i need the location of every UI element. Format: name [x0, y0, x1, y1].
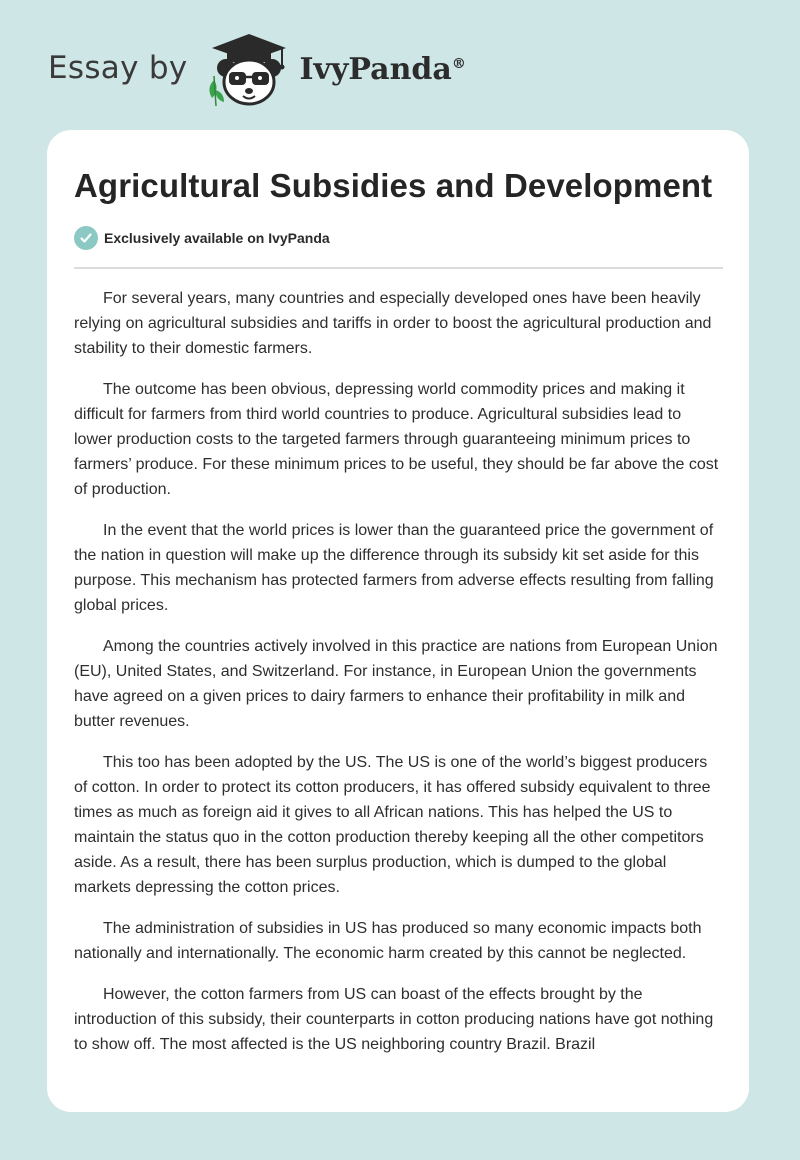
- essay-by-label: Essay by: [48, 50, 188, 86]
- title-divider: [74, 267, 723, 269]
- site-header: [48, 30, 466, 110]
- essay-paragraph: Among the countries actively involved in this practice are nations from European Union (EU), United States, and Switzerland. For instance, in European Union the governments have agreed on a given prices to dairy farmers to enhance their profitability in milk and butter revenues.: [74, 638, 718, 730]
- ivypanda-brand-name[interactable]: [300, 52, 466, 87]
- page-title: Agricultural Subsidies and Development: [74, 167, 713, 204]
- essay-card: [47, 130, 749, 1112]
- essay-paragraph: However, the cotton farmers from US can boast of the effects brought by the introduction of this subsidy, their counterparts in cotton producing nations have got nothing to show off. The most affected is the US neighboring country Brazil. Brazil: [74, 986, 714, 1053]
- exclusive-badge: [74, 224, 723, 252]
- essay-paragraph: The administration of subsidies in US has produced so many economic impacts both nationally and internationally. The economic harm created by this cannot be neglected.: [74, 920, 702, 962]
- brand-name-text: IvyPanda: [299, 51, 452, 87]
- exclusive-badge-label: Exclusively available on IvyPanda: [104, 230, 330, 246]
- essay-paragraph: The outcome has been obvious, depressing world commodity prices and making it difficult for farmers from third world countries to produce. Agricultural subsidies lead to lower production costs to the targeted farmers through guaranteeing minimum prices to farmers’ produce. For these minimum prices to be useful, they should be far above the cost of production.: [74, 381, 719, 498]
- registered-mark: ®: [451, 55, 466, 72]
- ivypanda-logo-icon[interactable]: [202, 30, 296, 110]
- check-circle-icon: [74, 226, 98, 250]
- essay-paragraph: This too has been adopted by the US. The US is one of the world’s biggest producers of cotton. In order to protect its cotton producers, it has offered subsidy equivalent to three times as much as foreign aid it gives to all African nations. This has helped the US to maintain the status quo in the cotton production thereby keeping all the other competitors aside. As a result, there has been surplus production, which is dumped to the global markets depressing the cotton prices.: [74, 754, 711, 896]
- essay-body: [74, 286, 723, 1057]
- essay-paragraph: For several years, many countries and especially developed ones have been heavily relying on agricultural subsidies and tariffs in order to boost the agricultural production and stability to their domestic farmers.: [74, 290, 712, 357]
- essay-paragraph: In the event that the world prices is lower than the guaranteed price the government of the nation in question will make up the difference through its subsidy kit set aside for this purpose. This mechanism has protected farmers from adverse effects resulting from falling global prices.: [74, 522, 714, 614]
